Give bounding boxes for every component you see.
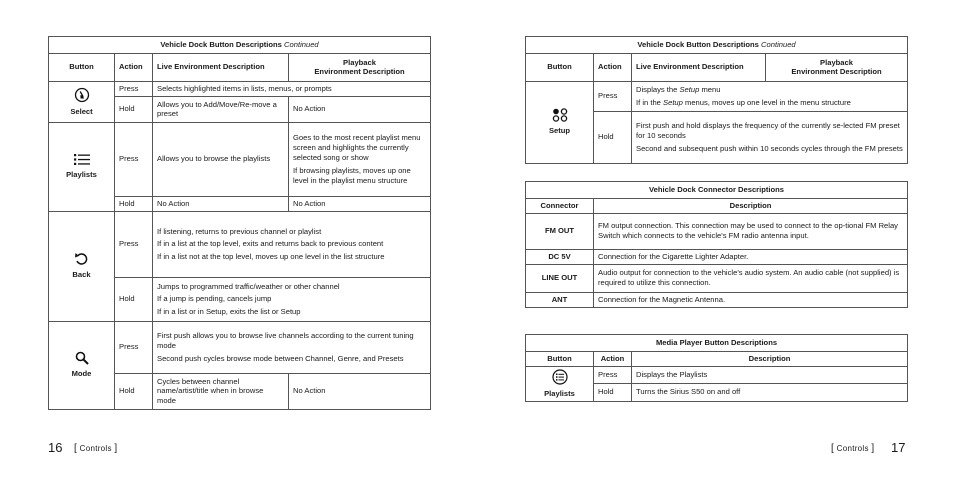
- mode-hold-play: No Action: [289, 373, 431, 409]
- playlists-hold-live: No Action: [153, 196, 289, 211]
- connector-table-title: Vehicle Dock Connector Descriptions: [526, 182, 908, 199]
- playlists-hold: Hold: [115, 196, 153, 211]
- col-live: Live Environment Description: [632, 53, 766, 81]
- mode-press-desc: First push allows you to browse live channels according to the current tuning mode Second push cycles browse mode between Channel, Genre, and Presets: [153, 321, 431, 373]
- mp-hold-desc: Turns the Sirius S50 on and off: [632, 384, 908, 401]
- setup-press: Press: [594, 81, 632, 111]
- connector-name: DC 5V: [526, 249, 594, 264]
- connector-name: ANT: [526, 292, 594, 307]
- left-page-number: 16: [48, 440, 63, 455]
- mode-hold: Hold: [115, 373, 153, 409]
- setup-cell: Setup: [526, 81, 594, 163]
- connector-desc: Connection for the Magnetic Antenna.: [594, 292, 908, 307]
- setup-icon: [552, 108, 568, 122]
- mp-press-desc: Displays the Playlists: [632, 366, 908, 383]
- select-hold-play: No Action: [289, 96, 431, 122]
- col-button: Button: [526, 53, 594, 81]
- right-setup-table: [525, 36, 908, 164]
- playlists-cell: Playlists: [49, 122, 115, 211]
- back-hold-desc: Jumps to programmed traffic/weather or other channel If a jump is pending, cancels jump If in a list or in Setup, exits the list or Setup: [153, 277, 431, 321]
- col-button: Button: [526, 351, 594, 366]
- back-cell: Back: [49, 211, 115, 321]
- connector-desc: Connection for the Cigarette Lighter Adapter.: [594, 249, 908, 264]
- playlists-press-play: Goes to the most recent playlist menu screen and highlights the currently selected song or show If browsing playlists, moves up one level in the playlist menu structure: [289, 122, 431, 196]
- col-description: Description: [632, 351, 908, 366]
- select-icon: [74, 87, 90, 103]
- magnifier-icon: [75, 351, 89, 365]
- col-playback: Playback Environment Description: [766, 53, 908, 81]
- playlists-press: Press: [115, 122, 153, 196]
- connector-desc: FM output connection. This connection may be used to connect to the op-tional FM Relay Switch which connects to the vehicle's FM radio antenna input.: [594, 213, 908, 249]
- mode-cell: Mode: [49, 321, 115, 409]
- connector-name: FM OUT: [526, 213, 594, 249]
- left-button-table: [48, 36, 431, 410]
- left-section-label: [ Controls ]: [74, 443, 118, 454]
- right-page-number: 17: [891, 440, 906, 455]
- mp-press: Press: [594, 366, 632, 383]
- playlists-circle-icon: [552, 369, 568, 385]
- mode-press: Press: [115, 321, 153, 373]
- select-press: Press: [115, 81, 153, 96]
- col-action: Action: [115, 53, 153, 81]
- connector-name: LINE OUT: [526, 264, 594, 292]
- playlists-press-live: Allows you to browse the playlists: [153, 122, 289, 196]
- media-table-title: Media Player Button Descriptions: [526, 335, 908, 352]
- col-playback: Playback Environment Description: [289, 53, 431, 81]
- back-icon: [74, 252, 89, 266]
- playlists-icon: [74, 153, 90, 166]
- left-table-title: Vehicle Dock Button Descriptions Continued: [49, 37, 431, 54]
- setup-hold-desc: First push and hold displays the frequency of the currently se-lected FM preset for 10 seconds Second and subsequent push within 10 seconds cycles through the FM presets: [632, 111, 908, 163]
- media-player-table: [525, 334, 908, 402]
- playlists-hold-play: No Action: [289, 196, 431, 211]
- back-hold: Hold: [115, 277, 153, 321]
- right-table-title: Vehicle Dock Button Descriptions Continued: [526, 37, 908, 54]
- connector-table: [525, 181, 908, 308]
- back-press: Press: [115, 211, 153, 277]
- select-hold: Hold: [115, 96, 153, 122]
- mp-playlists-cell: Playlists: [526, 366, 594, 401]
- setup-hold: Hold: [594, 111, 632, 163]
- col-action: Action: [594, 351, 632, 366]
- select-press-desc: Selects highlighted items in lists, menus, or prompts: [153, 81, 431, 96]
- col-action: Action: [594, 53, 632, 81]
- back-press-desc: If listening, returns to previous channel or playlist If in a list at the top level, exits and returns back to previous content If in a list not at the top level, moves up one level in the list structure: [153, 211, 431, 277]
- col-description: Description: [594, 198, 908, 213]
- connector-desc: Audio output for connection to the vehicle's audio system. An audio cable (not supplied) is required to utilize this connection.: [594, 264, 908, 292]
- col-live: Live Environment Description: [153, 53, 289, 81]
- col-connector: Connector: [526, 198, 594, 213]
- select-hold-live: Allows you to Add/Move/Re-move a preset: [153, 96, 289, 122]
- right-section-label: [ Controls ]: [831, 443, 875, 454]
- select-cell: Select: [49, 81, 115, 122]
- mp-hold: Hold: [594, 384, 632, 401]
- setup-press-desc: Displays the Setup menu If in the Setup menus, moves up one level in the menu structure: [632, 81, 908, 111]
- mode-hold-live: Cycles between channel name/artist/title when in browse mode: [153, 373, 289, 409]
- col-button: Button: [49, 53, 115, 81]
